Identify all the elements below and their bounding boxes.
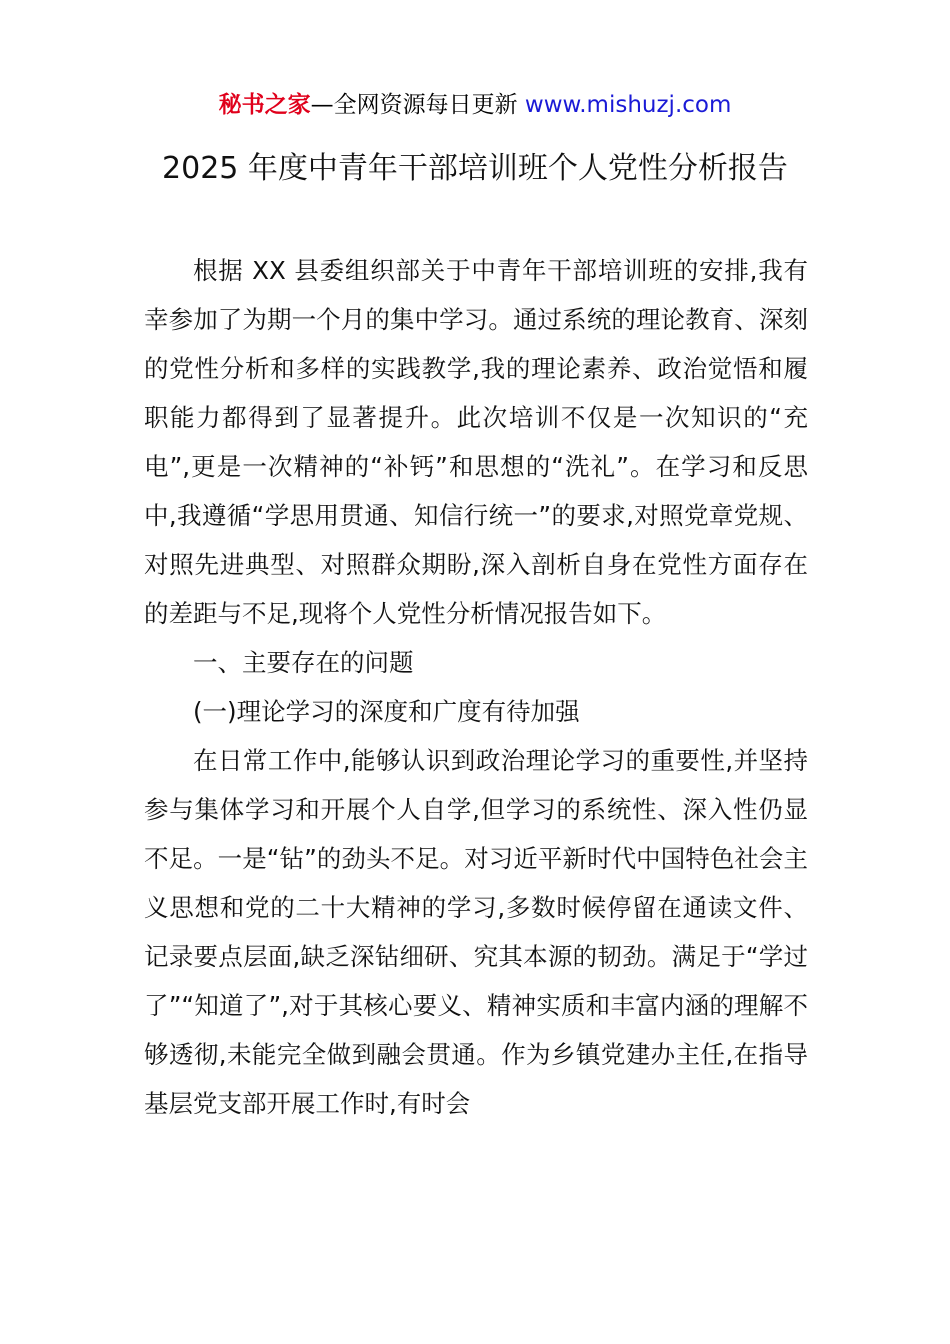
site-header xyxy=(0,88,950,122)
brand-name: 秘书之家 xyxy=(218,92,311,118)
section-heading: 一、主要存在的问题 xyxy=(193,648,414,677)
intro-paragraph: 根据 XX 县委组织部关于中青年干部培训班的安排,我有幸参加了为期一个月的集中学习。通过系统的理论教育、深刻的党性分析和多样的实践教学,我的理论素养、政治觉悟和履职能力都得到了显著提升。此次培训不仅是一次知识的“充电”,更是一次精神的“补钙”和思想的“洗礼”。在学习和反思中,我遵循“学思用贯通、知信行统一”的要求,对照党章党规、对照先进典型、对照群众期盼,深入剖析自身在党性方面存在的差距与不足,现将个人党性分析情况报告如下。 xyxy=(144,256,808,628)
site-url-link[interactable]: www.mishuzj.com xyxy=(524,92,732,118)
document-body xyxy=(144,246,808,1128)
body-paragraph: 在日常工作中,能够认识到政治理论学习的重要性,并坚持参与集体学习和开展个人自学,但学习的系统性、深入性仍显不足。一是“钻”的劲头不足。对习近平新时代中国特色社会主义思想和党的二十大精神的学习,多数时候停留在通读文件、记录要点层面,缺乏深钻细研、究其本源的韧劲。满足于“学过了”“知道了”,对于其核心要义、精神实质和丰富内涵的理解不够透彻,未能完全做到融会贯通。作为乡镇党建办主任,在指导基层党支部开展工作时,有时会 xyxy=(144,746,808,1118)
header-tagline: —全网资源每日更新 xyxy=(310,92,525,118)
document-title: 2025 年度中青年干部培训班个人党性分析报告 xyxy=(162,151,788,186)
subsection-heading: (一)理论学习的深度和广度有待加强 xyxy=(193,697,580,726)
